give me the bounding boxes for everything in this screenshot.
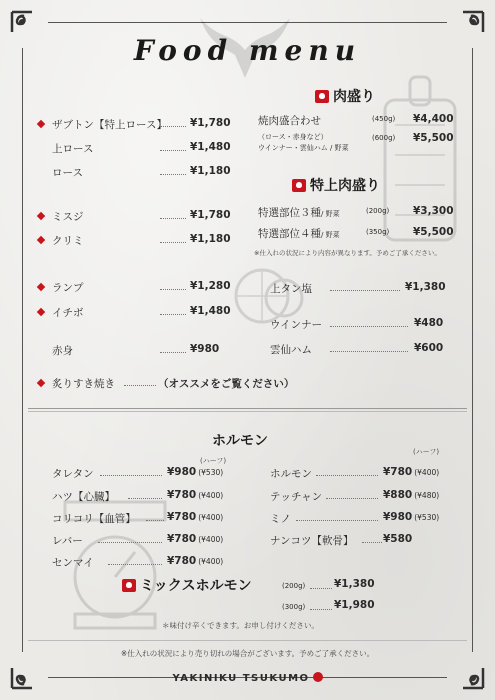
mix-row-2-price: ¥1,980 xyxy=(334,599,375,611)
mix-heading xyxy=(122,575,252,595)
right-item-price: ¥480 xyxy=(414,317,444,329)
nikumori-item-1-weight: (450g) xyxy=(372,115,396,123)
horumon-half-label-left: (ハーフ) xyxy=(200,457,227,465)
left-item-dots xyxy=(160,352,186,353)
left-item-dots xyxy=(160,289,186,290)
horumon-item-half-price: (¥400) xyxy=(198,491,224,500)
horumon-item-dots xyxy=(316,475,378,476)
horumon-item-dots xyxy=(362,542,382,543)
left-item-price: ¥1,180 xyxy=(190,233,231,245)
mix-row-1-price: ¥1,380 xyxy=(334,578,375,590)
horumon-item-price xyxy=(383,533,414,545)
horumon-item-price-value: ¥580 xyxy=(383,533,413,545)
horumon-item-name: タレタン xyxy=(52,468,94,480)
horumon-item-name: ホルモン xyxy=(270,468,312,480)
mix-row-2-weight: (300g) xyxy=(282,603,306,611)
horumon-item-dots xyxy=(146,520,164,521)
tokujo-item-1-weight: (200g) xyxy=(366,207,390,215)
left-item-dots xyxy=(160,242,186,243)
horumon-item-name: ミノ xyxy=(270,513,291,525)
item-marker xyxy=(37,212,45,220)
horumon-item-dots xyxy=(296,520,378,521)
left-item-dots xyxy=(160,174,186,175)
tokujo-item-1-sub: / 野菜 xyxy=(321,210,340,218)
left-item-name: イチボ xyxy=(52,307,84,319)
left-item-price: ¥1,180 xyxy=(190,165,231,177)
horumon-item-price-value: ¥980 xyxy=(383,511,413,523)
right-item-name: ウインナー xyxy=(270,319,323,331)
right-item-dots xyxy=(330,290,400,291)
left-item-name: 赤身 xyxy=(52,345,73,357)
right-item-dots xyxy=(330,351,408,352)
item-marker xyxy=(37,308,45,316)
horumon-item-price xyxy=(167,466,223,478)
mix-row-1-dots xyxy=(310,588,332,589)
horumon-item-price xyxy=(167,511,223,523)
section-divider xyxy=(28,408,467,409)
right-item-name: 上タン塩 xyxy=(270,283,312,295)
left-item-price: ¥1,780 xyxy=(190,117,231,129)
tokujo-note: ※仕入れの状況により内容が異なります。予めご了承ください。 xyxy=(254,249,441,257)
horumon-item-price-value: ¥780 xyxy=(383,466,413,478)
left-item-name: ロース xyxy=(52,167,83,179)
left-item-dots xyxy=(160,150,186,151)
horumon-item-dots xyxy=(100,475,162,476)
bull-icon xyxy=(122,579,136,592)
frame-left-line xyxy=(22,48,23,652)
horumon-item-half-price: (¥400) xyxy=(198,557,224,566)
left-item-dots xyxy=(160,314,186,315)
right-item-name: 雲仙ハム xyxy=(270,344,312,356)
aburi-marker xyxy=(37,379,45,387)
footer-note: ※仕入れの状況により売り切れの場合がございます。予めご了承ください。 xyxy=(120,649,375,658)
aburi-note: （オススメをご覧ください） xyxy=(158,378,295,390)
tokujo-item-2-price: ¥5,500 xyxy=(413,226,454,238)
item-marker xyxy=(37,120,45,128)
horumon-item-price-value: ¥780 xyxy=(167,511,197,523)
left-item-price: ¥1,280 xyxy=(190,280,231,292)
left-item-dots xyxy=(160,218,186,219)
horumon-item-price-value: ¥980 xyxy=(167,466,197,478)
horumon-item-name: テッチャン xyxy=(270,491,323,503)
right-item-dots xyxy=(330,326,408,327)
horumon-item-price xyxy=(167,555,223,567)
item-marker xyxy=(37,236,45,244)
cutting-board-watermark xyxy=(375,75,465,245)
left-item-name: ミスジ xyxy=(52,211,84,223)
right-item-price: ¥600 xyxy=(414,342,444,354)
mix-heading-text: ミックスホルモン xyxy=(140,578,252,594)
tokujo-item-2-label: 特選部位４種 xyxy=(258,228,321,240)
nikumori-heading xyxy=(315,86,375,106)
horumon-half-label-right: (ハーフ) xyxy=(413,448,440,456)
horumon-item-half-price: (¥530) xyxy=(414,513,440,522)
left-item-name: ランプ xyxy=(52,282,84,294)
bull-icon xyxy=(292,179,306,192)
horumon-item-name: センマイ xyxy=(52,557,94,569)
horumon-item-price xyxy=(167,489,223,501)
aburi-name: 炙りすき焼き xyxy=(52,378,115,390)
horumon-item-price-value: ¥780 xyxy=(167,533,197,545)
nikumori-heading-text: 肉盛り xyxy=(333,89,375,105)
nikumori-item-2-name2: ウインナー・雲仙ハム / 野菜 xyxy=(258,144,349,152)
nikumori-item-2-weight: (600g) xyxy=(372,134,396,142)
mix-note: ＊味付け辛くできます。お申し付けください。 xyxy=(162,621,319,630)
tokujo-heading-text: 特上肉盛り xyxy=(310,178,380,194)
mix-row-2-dots xyxy=(310,609,332,610)
horumon-item-half-price: (¥400) xyxy=(198,535,224,544)
tokujo-item-1-label: 特選部位３種 xyxy=(258,207,321,219)
left-item-price: ¥1,480 xyxy=(190,305,231,317)
left-item-name: クリミ xyxy=(52,235,84,247)
horumon-item-half-price: (¥400) xyxy=(198,513,224,522)
nikumori-item-2-price: ¥5,500 xyxy=(413,132,454,144)
item-marker xyxy=(37,283,45,291)
left-item-price: ¥980 xyxy=(190,343,220,355)
horumon-item-price-value: ¥780 xyxy=(167,555,197,567)
nikumori-item-2-name: （ロース・赤身など） xyxy=(258,133,328,141)
horumon-item-name: レバー xyxy=(52,535,83,547)
left-item-price: ¥1,480 xyxy=(190,141,231,153)
horumon-item-dots xyxy=(98,542,162,543)
tokujo-item-2-weight: (350g) xyxy=(366,228,390,236)
horumon-item-half-price: (¥400) xyxy=(414,468,440,477)
horumon-item-name: ハツ【心臓】 xyxy=(52,491,115,503)
horumon-item-dots xyxy=(128,498,162,499)
horumon-item-price-value: ¥880 xyxy=(383,489,413,501)
tokujo-item-2-name xyxy=(258,226,340,241)
horumon-item-price-value: ¥780 xyxy=(167,489,197,501)
horumon-item-price xyxy=(383,466,439,478)
left-item-dots xyxy=(160,126,186,127)
footer-divider xyxy=(28,640,467,641)
left-item-name: 上ロース xyxy=(52,143,94,155)
section-divider-thin xyxy=(28,411,467,412)
horumon-heading: ホルモン xyxy=(212,433,268,449)
aburi-dots xyxy=(124,385,156,386)
left-item-name: ザブトン【特上ロース】 xyxy=(52,119,167,131)
horumon-item-price xyxy=(383,511,439,523)
horumon-item-dots xyxy=(108,564,162,565)
horumon-item-half-price: (¥480) xyxy=(414,491,440,500)
brand-logo-icon xyxy=(313,672,323,682)
tokujo-item-2-sub: / 野菜 xyxy=(321,231,340,239)
horumon-item-dots xyxy=(326,498,378,499)
right-item-price: ¥1,380 xyxy=(405,281,446,293)
horumon-item-price xyxy=(167,533,223,545)
tokujo-item-1-price: ¥3,300 xyxy=(413,205,454,217)
bull-icon xyxy=(315,90,329,103)
horumon-item-name: コリコリ【血管】 xyxy=(52,513,136,525)
left-item-price: ¥1,780 xyxy=(190,209,231,221)
tokujo-item-1-name xyxy=(258,205,340,220)
nikumori-item-1-name: 焼肉盛合わせ xyxy=(258,115,321,127)
nikumori-item-1-price: ¥4,400 xyxy=(413,113,454,125)
horumon-item-half-price: (¥530) xyxy=(198,468,224,477)
brand-name xyxy=(0,672,495,684)
brand-text: YAKINIKU TSUKUMO xyxy=(172,673,310,684)
horumon-item-price xyxy=(383,489,439,501)
frame-right-line xyxy=(472,48,473,652)
horumon-item-name: ナンコツ【軟骨】 xyxy=(270,535,354,547)
mix-row-1-weight: (200g) xyxy=(282,582,306,590)
tokujo-heading xyxy=(292,175,380,195)
menu-title: Food menu xyxy=(133,34,362,67)
